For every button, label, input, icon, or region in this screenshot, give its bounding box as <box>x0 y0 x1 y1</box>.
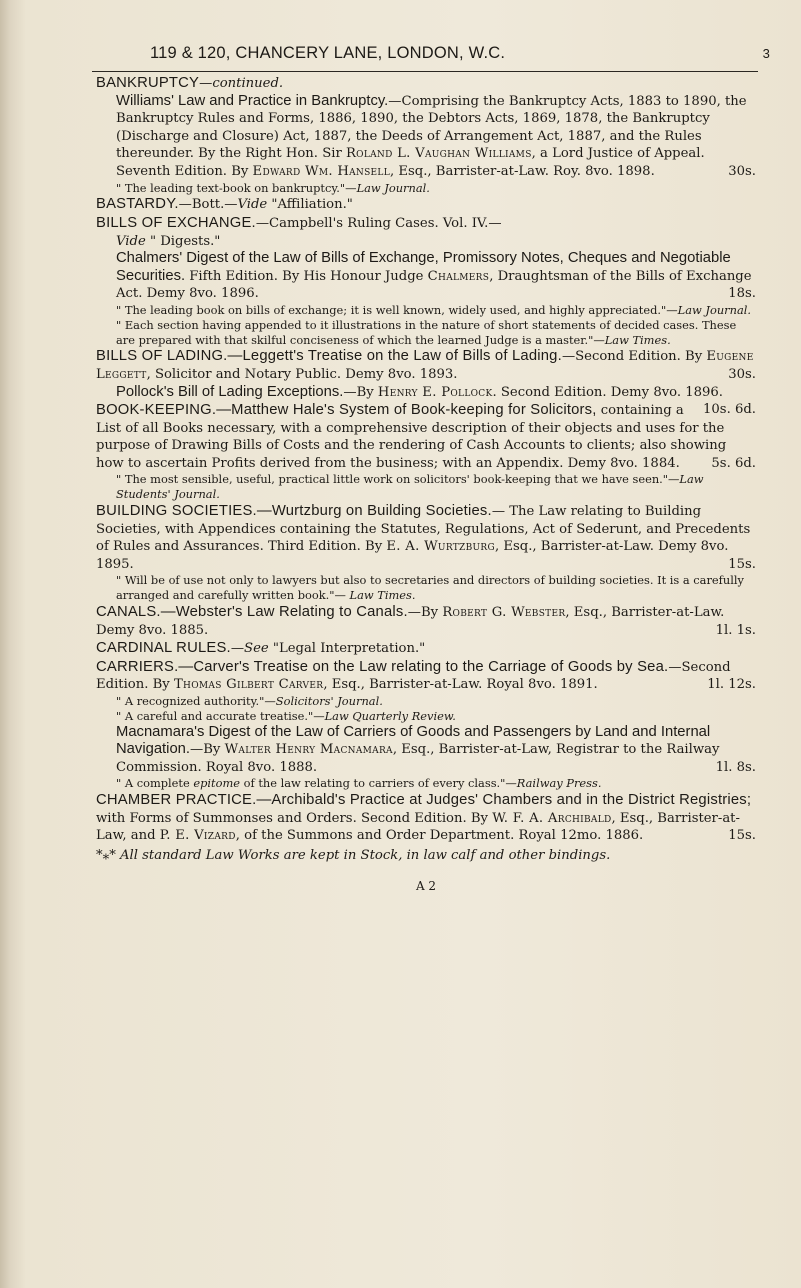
author: Walter Henry Macnamara <box>224 742 393 758</box>
signature-mark: A 2 <box>415 878 437 893</box>
work-title: Pollock's Bill of Lading Exceptions. <box>116 383 344 400</box>
entry-chamber-practice: CHAMBER PRACTICE.—Archibald's Practice at Judges' Chambers and in the District Registries; with Forms of Summonses and Orders. Second Edition. By W. F. A. Archibald, Esq., Barrister-at-Law, and P. E. Vizard, of the Summons and Order Department. Royal 12mo. 1886. 15s. <box>96 792 756 844</box>
heading-bastardy: BASTARDY. <box>96 196 179 213</box>
price: 1l. 12s. <box>707 677 756 693</box>
author: Henry E. Pollock <box>377 384 493 400</box>
price: 1l. 1s. <box>715 622 756 638</box>
review-quote: " A careful and accurate treatise."—Law Quarterly Review. <box>116 708 456 723</box>
entry-cardinal-rules: CARDINAL RULES.—See "Legal Interpretation." <box>96 640 426 657</box>
heading-building-societies: BUILDING SOCIETIES. <box>96 503 257 520</box>
work-title: Chalmers' Digest of the Law of Bills of Exchange, Promissory Notes, Cheques and Negotiable Securities. <box>116 250 731 284</box>
author: P. E. Vizard <box>159 828 236 844</box>
review-quote: " A recognized authority."—Solicitors' Journal. <box>116 694 383 708</box>
price: 30s. <box>728 163 756 179</box>
price: 1l. 8s. <box>715 759 756 775</box>
author: Roland L. Vaughan Williams <box>345 146 532 162</box>
work-title: Williams' Law and Practice in Bankruptcy. <box>116 92 389 109</box>
heading-bills-of-exchange: BILLS OF EXCHANGE. <box>96 214 256 231</box>
work-pollock-lading: Pollock's Bill of Lading Exceptions.—By Henry E. Pollock. Second Edition. Demy 8vo. 1896. 10s. 6d. <box>116 383 756 418</box>
asterism-mark: *⁎* <box>96 847 116 863</box>
entry-bills-of-exchange: BILLS OF EXCHANGE.—Campbell's Ruling Cases. Vol. IV.— Vide " Digests." Chalmers' Digest of the Law of Bills of Exchange, Promissory Notes, Cheques and Negotiable Securities. Fifth Edition. By His Honour Judge Chalmers, Draughtsman of the Bills of Exchange Act. Demy 8vo. 1896. 18s. " The leading book on bills of exchange; it is well known, widely used, and highly appreciated."—Law Journal. " Each section having appended to it illustrations in the nature of short statements of decided cases. These are prepared with that skilful conciseness of which the learned Judge is a master."—Law Times. <box>96 214 756 347</box>
work-macnamara-carriers: Macnamara's Digest of the Law of Carriers of Goods and Passengers by Land and Internal Navigation.—By Walter Henry Macnamara, Esq., Barrister-at-Law, Registrar to the Railway Commission. Royal 8vo. 1888. 1l. 8s. <box>116 723 756 775</box>
review-quote: " Will be of use not only to lawyers but also to secretaries and directors of building societies. It is a carefully arranged and carefully written book."— Law Times. <box>116 573 744 603</box>
work-chalmers-digest: Chalmers' Digest of the Law of Bills of Exchange, Promissory Notes, Cheques and Negotiable Securities. Fifth Edition. By His Honour Judge Chalmers, Draughtsman of the Bills of Exchange Act. Demy 8vo. 1896. 18s. <box>116 250 756 302</box>
page-number: 3 <box>762 46 770 61</box>
heading-chamber-practice: CHAMBER PRACTICE. <box>96 792 257 809</box>
price: 18s. <box>728 286 756 302</box>
author: E. A. Wurtzburg <box>386 539 495 555</box>
entry-building-societies: BUILDING SOCIETIES.—Wurtzburg on Building Societies.— The Law relating to Building Societies, with Appendices containing the Statutes, Regulations, Act of Sederunt, and Precedents of Rules and Assurances. Third Edition. By E. A. Wurtzburg, Esq., Barrister-at-Law. Demy 8vo. 1895. 15s. " Will be of use not only to lawyers but also to secretaries and directors of building societies. It is a carefully arranged and carefully written book."— Law Times. <box>96 503 756 603</box>
running-header <box>150 44 770 68</box>
entry-bastardy: BASTARDY.—Bott.—Vide "Affiliation." <box>96 196 353 213</box>
heading-book-keeping: BOOK-KEEPING. <box>96 402 217 419</box>
author: Edward Wm. Hansell <box>252 163 390 179</box>
review-quote: " The leading text-book on bankruptcy."—Law Journal. <box>116 180 430 195</box>
price: 15s. <box>728 556 756 572</box>
author: W. F. A. Archibald <box>492 810 612 826</box>
stock-note: *⁎* All standard Law Works are kept in Stock, in law calf and other bindings. <box>96 847 611 863</box>
price: 15s. <box>728 828 756 844</box>
entry-carriers: CARRIERS.—Carver's Treatise on the Law relating to the Carriage of Goods by Sea.—Second Edition. By Thomas Gilbert Carver, Esq., Barrister-at-Law. Royal 8vo. 1891. 1l. 12s. " A recognized authority."—Solicitors' Journal. " A careful and accurate treatise."—Law Quarterly Review. Macnamara's Digest of the Law of Carriers of Goods and Passengers by Land and Internal Navigation.—By Walter Henry Macnamara, Esq., Barrister-at-Law, Registrar to the Railway Commission. Royal 8vo. 1888. 1l. 8s. " A complete epitome of the law relating to carriers of every class."—Railway Press. <box>96 658 756 791</box>
header-rule <box>92 71 758 72</box>
entry-book-keeping: BOOK-KEEPING.—Matthew Hale's System of Book-keeping for Solicitors, containing a List of all Books necessary, with a comprehensive description of their objects and uses for the purpose of Drawing Bills of Costs and the rendering of Cash Accounts to clients; also showing how to ascertain Profits derived from the business; with an Appendix. Demy 8vo. 1884. 5s. 6d. " The most sensible, useful, practical little work on solicitors' book-keeping that we have seen."—Law Students' Journal. <box>96 402 756 502</box>
heading-bankruptcy: BANKRUPTCY <box>96 75 200 91</box>
heading-carriers: CARRIERS. <box>96 658 179 675</box>
heading-cardinal-rules: CARDINAL RULES. <box>96 640 231 657</box>
work-williams-bankruptcy: Williams' Law and Practice in Bankruptcy.—Comprising the Bankruptcy Acts, 1883 to 1890, the Bankruptcy Rules and Forms, 1886, 1890, the Debtors Acts, 1869, 1878, the Bankruptcy (Discharge and Closure) Act, 1887, the Deeds of Arrangement Act, 1887, and the Rules thereunder. By the Right Hon. Sir Roland L. Vaughan Williams, a Lord Justice of Appeal. Seventh Edition. By Edward Wm. Hansell, Esq., Barrister-at-Law. Roy. 8vo. 1898. 30s. <box>116 92 756 179</box>
author: Chalmers <box>427 268 490 284</box>
price: 5s. 6d. <box>711 455 756 471</box>
price: 30s. <box>728 366 756 382</box>
work-title: Macnamara's Digest of the Law of Carriers of Goods and Passengers by Land and Internal Navigation. <box>116 723 711 758</box>
author: Thomas Gilbert Carver <box>173 677 324 693</box>
author: Eugene Leggett <box>96 349 754 382</box>
heading-canals: CANALS. <box>96 604 161 621</box>
review-quote: " Each section having appended to it illustrations in the nature of short statements of decided cases. These are prepared with that skilful conciseness of which the learned Judge is a master."—Law Times. <box>116 317 737 347</box>
review-quote: " The most sensible, useful, practical little work on solicitors' book-keeping that we have seen."—Law Students' Journal. <box>116 472 704 502</box>
author: Robert G. Webster <box>442 605 566 621</box>
header-title: 119 & 120, CHANCERY LANE, LONDON, W.C. <box>150 44 506 62</box>
review-quote: " The leading book on bills of exchange; it is well known, widely used, and highly appreciated."—Law Journal. <box>116 302 751 317</box>
entry-canals: CANALS.—Webster's Law Relating to Canals.—By Robert G. Webster, Esq., Barrister-at-Law. Demy 8vo. 1885. 1l. 1s. <box>96 604 756 638</box>
catalogue-body <box>96 75 756 907</box>
entry-bankruptcy: BANKRUPTCY—continued. Williams' Law and Practice in Bankruptcy.—Comprising the Bankruptcy Acts, 1883 to 1890, the Bankruptcy Rules and Forms, 1886, 1890, the Debtors Acts, 1869, 1878, the Bankruptcy (Discharge and Closure) Act, 1887, the Deeds of Arrangement Act, 1887, and the Rules thereunder. By the Right Hon. Sir Roland L. Vaughan Williams, a Lord Justice of Appeal. Seventh Edition. By Edward Wm. Hansell, Esq., Barrister-at-Law. Roy. 8vo. 1898. 30s. " The leading text-book on bankruptcy."—Law Journal. <box>96 75 756 195</box>
review-quote: " A complete epitome of the law relating to carriers of every class."—Railway Press. <box>116 776 602 791</box>
entry-bills-of-lading: BILLS OF LADING.—Leggett's Treatise on the Law of Bills of Lading.—Second Edition. By Eugene Leggett, Solicitor and Notary Public. Demy 8vo. 1893. 30s. Pollock's Bill of Lading Exceptions.—By Henry E. Pollock. Second Edition. Demy 8vo. 1896. 10s. 6d. <box>96 348 756 418</box>
price: 10s. 6d. <box>703 402 756 418</box>
heading-bills-of-lading: BILLS OF LADING. <box>96 348 228 365</box>
